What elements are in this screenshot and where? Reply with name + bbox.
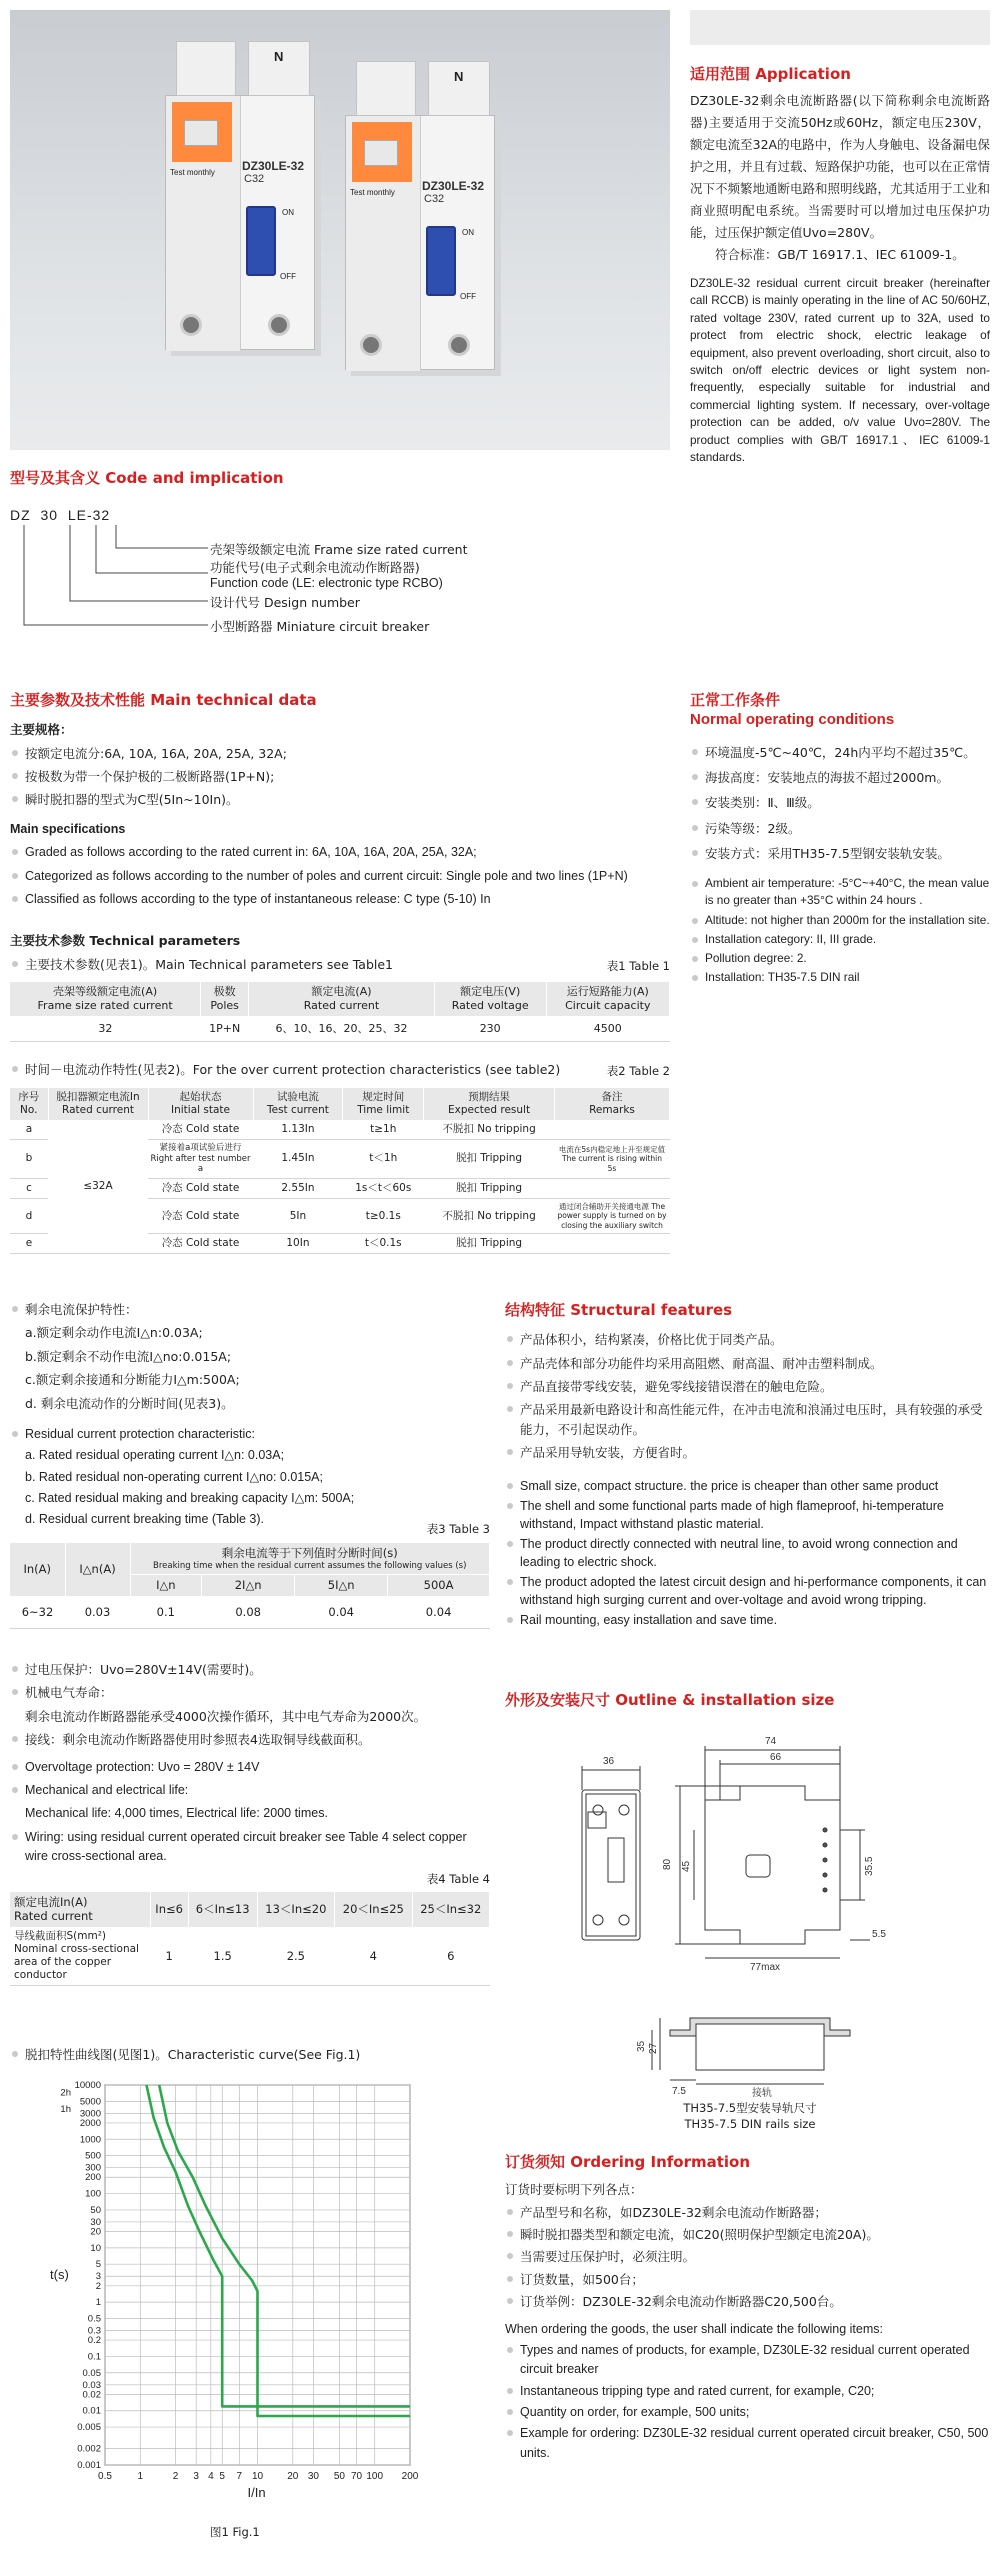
ordering-item: Quantity on order, for example, 500 units; — [505, 2403, 990, 2422]
ordering-section — [505, 2152, 990, 2463]
y-tick-label: 1000 — [79, 2134, 101, 2146]
dim-77max: 77max — [750, 1962, 781, 1973]
x-tick-label: 10 — [251, 2471, 264, 2482]
y-tick-label: 2000 — [79, 2117, 101, 2129]
dim-66: 66 — [770, 1752, 782, 1763]
characteristic-curve-chart — [10, 2070, 490, 2540]
y-tick-label: 500 — [85, 2150, 101, 2162]
test-button — [184, 120, 218, 146]
rating-label: C32 — [424, 193, 445, 205]
ordering-item: 当需要过压保护时，必须注明。 — [505, 2247, 990, 2266]
y-tick-label: 300 — [85, 2162, 101, 2174]
table-3: In(A) I△n(A) 剩余电流等于下列值时分断时间(s) Breaking time when the residual current assumes the following values (s) I△n 2I△n 5I△n 500A 6~32 0.03 0.1 0.08 0.04 0.04 — [10, 1543, 490, 1629]
conditions-section — [690, 690, 990, 986]
table-row: d 冷态 Cold state 5In t≥0.1s 不脱扣 No tripping 通过闭合辅助开关接通电源 The power supply is turned on by closing the auxiliary switch — [10, 1199, 670, 1234]
application-body-en: DZ30LE-32 residual current circuit breaker (hereinafter call RCCB) is mainly operating in the line of AC 50/60HZ, rated voltage 230V, rated current up to 32A, used to protect from electric shock, electric leakage of equipment, also prevent overloading, short circuit, also to switch on/off electric devices or light system non-frequently, especially suitable for industrial and commercial lighting system. If necessary, over-voltage protection can be added, o/v value Uvo=280V. The product complies with GB/T 16917.1、IEC 61009-1 standards. — [690, 275, 990, 465]
ordering-item: Example for ordering: DZ30LE-32 residual current operated circuit breaker, C50, 500 units. — [505, 2424, 990, 2463]
misc-item: 剩余电流动作断路器能承受4000次操作循环，其中电气寿命为2000次。 — [25, 1708, 427, 1724]
section-heading: 外形及安装尺寸 Outline & installation size — [505, 1691, 835, 1709]
misc-item: 机械电气寿命： — [10, 1683, 490, 1702]
curve-caption: 图1 Fig.1 — [210, 2525, 260, 2539]
y-tick-label: 0.2 — [87, 2335, 101, 2347]
residual-item: a.额定剩余动作电流I△n:0.03A; — [25, 1325, 203, 1341]
ordering-intro-cn: 订货时要标明下列各点： — [505, 2182, 643, 2198]
spec-item: 瞬时脱扣器的型式为C型(5In~10In)。 — [10, 790, 670, 809]
x-tick-label: 2 — [172, 2471, 179, 2482]
condition-item: 污染等级：2级。 — [690, 819, 990, 838]
section-heading: 订货须知 Ordering Information — [505, 2153, 751, 2171]
spec-item: Graded as follows according to the rated current in: 6A, 10A, 16A, 20A, 25A, 32A; — [10, 843, 670, 862]
structure-item: 产品采用最新电路设计和高性能元件，在冲击电流和浪涌过电压时，具有较强的承受能力，不引起误动作。 — [505, 1400, 990, 1439]
test-button — [364, 140, 398, 166]
structure-item: Rail mounting, easy installation and save time. — [505, 1611, 990, 1629]
condition-item: 安装方式：采用TH35-7.5型钢安装轨安装。 — [690, 844, 990, 863]
table-row: c 冷态 Cold state 2.55In 1s＜t＜60s 脱扣 Tripping — [10, 1178, 670, 1198]
table2-caption: 表2 Table 2 — [606, 1064, 670, 1079]
table-header: 额定电压(V) Rated voltage — [434, 982, 546, 1016]
structure-section — [505, 1300, 990, 1630]
x-tick-label: 70 — [350, 2471, 363, 2482]
y-tick-label: 0.05 — [82, 2367, 101, 2379]
x-tick-label: 100 — [366, 2471, 384, 2482]
ordering-item: Types and names of products, for example, DZ30LE-32 residual current operated circuit breaker — [505, 2341, 990, 2380]
y-tick-label: 0.1 — [87, 2351, 101, 2363]
x-tick-label: 1 — [137, 2471, 144, 2482]
table-row: 6~32 0.03 0.1 0.08 0.04 0.04 — [10, 1596, 490, 1629]
misc-item: 过电压保护：Uvo=280V±14V(需要时)。 — [10, 1660, 490, 1679]
table-row: a ≤32A 冷态 Cold state 1.13In t≥1h 不脱扣 No tripping — [10, 1120, 670, 1140]
section-heading: 型号及其含义 Code and implication — [10, 469, 284, 487]
dim-36: 36 — [603, 1756, 615, 1767]
structure-item: 产品直接带零线安装，避免零线接错误潜在的触电危险。 — [505, 1377, 990, 1396]
structure-item: 产品采用导轨安装，方便省时。 — [505, 1443, 990, 1462]
ordering-item: 订货数量，如500台； — [505, 2270, 990, 2289]
x-tick-label: 5 — [219, 2471, 225, 2482]
y-tick-label: 0.002 — [77, 2443, 101, 2455]
table3-caption: 表3 Table 3 — [426, 1521, 490, 1536]
code-line-function-cn: 功能代号(电子式剩余电流动作断路器) — [210, 560, 420, 575]
params-title: 主要技术参数 Technical parameters — [10, 933, 241, 949]
rail-caption: TH35-7.5型安装导轨尺寸 TH35-7.5 DIN rails size — [683, 2101, 817, 2132]
rail-dim-7-5: 7.5 — [672, 2086, 686, 2097]
rail-dim-27: 27 — [648, 2042, 659, 2054]
misc-item: 接线：剩余电流动作断路器使用时参照表4选取铜导线截面积。 — [10, 1730, 490, 1749]
off-label: OFF — [460, 292, 476, 301]
y-tick-label: 0.005 — [77, 2422, 101, 2434]
structure-item: The product directly connected with neutral line, to avoid wrong connection and leading to electric shock. — [505, 1535, 990, 1571]
ordering-item: 产品型号和名称，如DZ30LE-32剩余电流动作断路器； — [505, 2203, 990, 2222]
structure-item: The product adopted the latest circuit design and hi-performance components, it can withstand high surging current and over-voltage and avoid wrong tripping. — [505, 1573, 990, 1609]
residual-item: c.额定剩余接通和分断能力I△m:500A; — [25, 1372, 240, 1388]
structure-item: 产品体积小，结构紧凑，价格比优于同类产品。 — [505, 1330, 990, 1349]
section-heading-en: Normal operating conditions — [690, 711, 895, 729]
breaker-1 — [165, 49, 315, 350]
toggle-lever — [246, 206, 276, 276]
table-row: 导线截面积S(mm²) Nominal cross-sectional area of the copper conductor 1 1.5 2.5 4 6 — [10, 1927, 490, 1986]
code-string: DZ 30 LE-32 — [10, 507, 111, 523]
outline-drawing — [570, 1730, 930, 1990]
residual-title-cn: 剩余电流保护特性： — [10, 1300, 490, 1319]
application-section — [690, 64, 990, 467]
x-axis-label: I/In — [247, 2485, 266, 2500]
table-header: 壳架等级额定电流(A) Frame size rated current — [10, 982, 201, 1016]
structure-item: Small size, compact structure. the price is cheaper than other same product — [505, 1477, 990, 1495]
y-tick-label: 5000 — [79, 2096, 101, 2108]
misc-item: Mechanical and electrical life: — [10, 1781, 490, 1800]
table-4: 额定电流In(A) Rated current In≤6 6＜In≤13 13＜In≤20 20＜In≤25 25＜In≤32 导线截面积S(mm²) Nominal cross-sectional area of the copper conductor 1 1.5 2.5 4 6 — [10, 1892, 490, 1986]
misc-item: Overvoltage protection: Uvo = 280V ± 14V — [10, 1758, 490, 1777]
product-photo — [10, 10, 670, 450]
spec-item: 按极数为带一个保护极的二极断路器(1P+N); — [10, 767, 670, 786]
condition-item: Altitude: not higher than 2000m for the installation site. — [690, 912, 990, 929]
table-row: 32 1P+N 6、10、16、20、25、32 230 4500 — [10, 1016, 670, 1042]
x-tick-label: 200 — [401, 2471, 419, 2482]
condition-item: 环境温度-5℃~40℃，24h内平均不超过35℃。 — [690, 743, 990, 762]
toggle-lever — [426, 226, 456, 296]
y-tick-label: 0.001 — [77, 2460, 101, 2471]
structure-item: The shell and some functional parts made of high flameproof, hi-temperature withstand, Impact withstand plastic material. — [505, 1497, 990, 1533]
residual-title-en: Residual current protection characteristic: — [10, 1425, 490, 1444]
table1-caption: 表1 Table 1 — [606, 958, 670, 973]
ordering-item: 订货举例：DZ30LE-32剩余电流动作断路器C20,500台。 — [505, 2292, 990, 2311]
table-row: b 紧接着a项试验后进行 Right after test number a 1.45In t＜1h 脱扣 Tripping 电流在5s内稳定地上升至规定值 The current is rising within 5s — [10, 1140, 670, 1179]
model-label: DZ30LE-32 — [422, 179, 485, 193]
x-tick-label: 30 — [307, 2471, 319, 2482]
residual-item: b. Rated residual non-operating current I△no: 0.015A; — [25, 1469, 323, 1484]
residual-item: a. Rated residual operating current I△n: 0.03A; — [25, 1448, 285, 1463]
curve-section — [10, 2045, 490, 2064]
table-header: 运行短路能力(A) Circuit capacity — [546, 982, 669, 1016]
y-tick-label: 20 — [90, 2226, 101, 2238]
code-diagram-lines — [10, 523, 210, 633]
curve-series-line — [147, 2085, 411, 2406]
y-tick-label: 0.02 — [82, 2389, 101, 2401]
y-tick-label: 0.03 — [82, 2379, 101, 2391]
spec-item: Classified as follows according to the type of instantaneous release: C type (5-10) In — [10, 890, 670, 909]
y-tick-label: 10000 — [74, 2080, 101, 2091]
terminal-label: N — [274, 49, 284, 64]
y-tick-label: 10 — [90, 2242, 101, 2254]
y-axis-label: t(s) — [50, 2267, 69, 2282]
y-tick-label: 3000 — [79, 2108, 101, 2120]
rail-drawing — [630, 2010, 860, 2100]
x-tick-label: 50 — [333, 2471, 345, 2482]
section-heading: 适用范围 Application — [690, 65, 851, 83]
y-hour-label: 1h — [60, 2104, 71, 2116]
y-tick-label: 30 — [90, 2216, 101, 2228]
on-label: ON — [282, 208, 294, 217]
y-tick-label: 200 — [85, 2172, 101, 2184]
spec-item: Categorized as follows according to the number of poles and current circuit: Single pole and two lines (1P+N) — [10, 867, 670, 886]
code-line-function-en: Function code (LE: electronic type RCBO) — [210, 576, 443, 590]
outline-section — [505, 1690, 990, 1710]
rail-dim-35: 35 — [636, 2040, 647, 2052]
code-line-design: 设计代号 Design number — [210, 595, 360, 610]
off-label: OFF — [280, 272, 296, 281]
ordering-intro-en: When ordering the goods, the user shall indicate the following items: — [505, 2321, 883, 2336]
x-tick-label: 4 — [208, 2471, 214, 2482]
x-tick-label: 7 — [236, 2471, 243, 2482]
y-tick-label: 0.5 — [87, 2313, 101, 2325]
dim-80: 80 — [662, 1858, 673, 1870]
condition-item: Ambient air temperature: -5°C~+40°C, the mean value is no greater than +35°C within 24 hours . — [690, 875, 990, 909]
dim-35-5: 35.5 — [864, 1856, 875, 1876]
residual-item: b.额定剩余不动作电流I△no:0.015A; — [25, 1348, 232, 1364]
condition-item: Installation category: II, III grade. — [690, 931, 990, 948]
y-hour-label: 2h — [60, 2087, 71, 2099]
technical-section — [10, 690, 670, 1254]
y-tick-label: 5 — [95, 2259, 101, 2271]
y-tick-label: 3 — [95, 2271, 101, 2283]
y-tick-label: 50 — [90, 2204, 101, 2216]
residual-item: c. Rated residual making and breaking capacity I△m: 500A; — [25, 1491, 355, 1505]
test-monthly-label: Test monthly — [350, 188, 395, 197]
section-heading: 主要参数及技术性能 Main technical data — [10, 691, 317, 709]
misc-item: Wiring: using residual current operated circuit breaker see Table 4 select copper wire cross-sectional area. — [10, 1828, 490, 1867]
condition-item: 安装类别：Ⅱ、Ⅲ级。 — [690, 793, 990, 812]
residual-item: d. Residual current breaking time (Table 3). — [25, 1512, 265, 1527]
spec-item: 按额定电流分:6A, 10A, 16A, 20A, 25A, 32A; — [10, 744, 670, 763]
model-label: DZ30LE-32 — [242, 159, 305, 173]
standard-text: 符合标准：GB/T 16917.1、IEC 61009-1。 — [715, 247, 965, 263]
rail-label: 接轨 — [752, 2088, 772, 2099]
table-header: 额定电流(A) Rated current — [249, 982, 435, 1016]
dim-45: 45 — [681, 1860, 692, 1872]
condition-item: Installation: TH35-7.5 DIN rail — [690, 969, 990, 986]
misc-section — [10, 1660, 490, 1986]
header-bar — [690, 10, 990, 45]
on-label: ON — [462, 228, 474, 237]
y-tick-label: 100 — [85, 2188, 101, 2200]
ordering-item: 瞬时脱扣器类型和额定电流，如C20(照明保护型额定电流20A)。 — [505, 2225, 990, 2244]
ordering-item: Instantaneous tripping type and rated current, for example, C20; — [505, 2382, 990, 2401]
table-header: 极数 Poles — [201, 982, 249, 1016]
params-note: 主要技术参数(见表1)。Main Technical parameters see Table1 — [10, 955, 670, 974]
breaker-2 — [345, 69, 495, 370]
condition-item: Pollution degree: 2. — [690, 950, 990, 967]
residual-section — [10, 1300, 490, 1629]
condition-item: 海拔高度：安装地点的海拔不超过2000m。 — [690, 768, 990, 787]
table-row: e 冷态 Cold state 10In t＜0.1s 脱扣 Tripping — [10, 1234, 670, 1254]
x-tick-label: 0.5 — [98, 2471, 112, 2482]
dim-74: 74 — [765, 1736, 777, 1747]
curve-title: 脱扣特性曲线图(见图1)。Characteristic curve(See Fig.1) — [10, 2045, 490, 2064]
y-tick-label: 0.01 — [82, 2405, 101, 2417]
test-monthly-label: Test monthly — [170, 168, 215, 177]
structure-item: 产品壳体和部分功能件均采用高阻燃、耐高温、耐冲击塑料制成。 — [505, 1354, 990, 1373]
code-line-miniature: 小型断路器 Miniature circuit breaker — [210, 619, 430, 634]
rating-label: C32 — [244, 173, 265, 185]
table-2: 序号 No. 脱扣器额定电流In Rated current 起始状态 Initial state 试验电流 Test current 规定时间 Time limit 预期结果 Expected result 备注 Remarks a ≤32A 冷态 Cold state 1.13In t≥1h 不脱扣 No tripping b 紧接着a项试验后进行 Right after test number a 1.45In t＜1h 脱扣 Tripping 电流在5s内稳定地上升至规定值 The current is rising within 5s c 冷态 Cold state 2.55In 1s＜t＜60s 脱扣 Tripping d 冷态 Cold state 5In t≥0.1s 不脱扣 No tripping 通过闭合辅助开关接通电源 The power supply is turned on by closing the auxiliary switch e 冷态 Cold state 10In t＜0.1s 脱扣 Tripping — [10, 1088, 670, 1255]
spec-title-cn: 主要规格： — [10, 722, 73, 738]
x-tick-label: 3 — [193, 2471, 199, 2482]
spec-title-en: Main specifications — [10, 821, 126, 836]
y-tick-label: 0.3 — [87, 2325, 101, 2337]
table-1 — [10, 982, 670, 1042]
section-heading-cn: 正常工作条件 — [690, 691, 781, 709]
y-tick-label: 2 — [95, 2280, 101, 2292]
misc-item: Mechanical life: 4,000 times, Electrical life: 2000 times. — [25, 1806, 328, 1821]
residual-item: d. 剩余电流动作的分断时间(见表3)。 — [25, 1395, 234, 1411]
y-tick-label: 1 — [95, 2297, 101, 2309]
table4-caption: 表4 Table 4 — [426, 1872, 490, 1887]
code-line-frame: 壳架等级额定电流 Frame size rated current — [210, 542, 468, 557]
terminal-label: N — [454, 69, 464, 84]
section-heading: 结构特征 Structural features — [505, 1301, 733, 1319]
table2-note: 时间－电流动作特性(见表2)。For the over current protection characteristics (see table2) — [10, 1060, 670, 1079]
curve-series-line — [159, 2085, 410, 2416]
x-tick-label: 20 — [287, 2471, 299, 2482]
dim-5-5: 5.5 — [872, 1929, 886, 1940]
model-code-section — [10, 468, 650, 634]
application-body-cn: DZ30LE-32剩余电流断路器(以下简称剩余电流断路器)主要适用于交流50Hz或60Hz，额定电压230V，额定电流至32A的电路中，作为人身触电、设备漏电保护之用，并且有过载、短路保护功能，也可以在正常情况下不频繁地通断电路和照明线路，尤其适用于工业和商业照明配电系统。当需要时可以增加过电压保护功能，过压保护额定值Uvo=280V。 — [690, 93, 991, 240]
